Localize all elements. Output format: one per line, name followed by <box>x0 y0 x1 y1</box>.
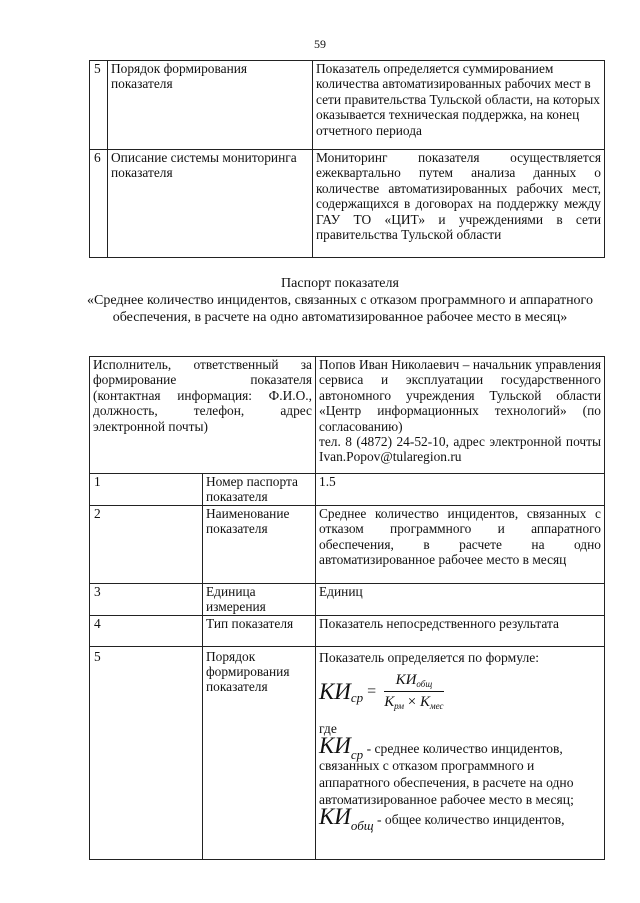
row-label: Тип показателя <box>203 615 316 646</box>
row-text: Показатель непосредственного результата <box>316 615 605 646</box>
executor-label: Исполнитель, ответственный за формирование показателя (контактная информация: Ф.И.О., должность, телефон, адрес электронной почты) <box>90 357 316 474</box>
passport-table <box>89 356 605 860</box>
formula-cell <box>316 646 605 859</box>
formula-lhs-sub: ср <box>350 690 364 706</box>
table-row <box>90 615 605 646</box>
where-label: где <box>319 720 337 736</box>
formula-fraction <box>384 672 443 712</box>
executor-cell <box>316 357 605 474</box>
table-row <box>90 150 605 258</box>
equals-sign: = <box>367 683 377 701</box>
passport-title <box>60 275 620 326</box>
def1-symbol: КИ <box>319 732 351 758</box>
def1-sub: ср <box>350 746 364 762</box>
table-row <box>90 646 605 859</box>
den-a-sub: рм <box>394 700 404 711</box>
row-number: 4 <box>90 615 203 646</box>
def2-symbol: КИ <box>319 803 351 829</box>
row-label: Единица измерения <box>203 583 316 615</box>
fraction-denominator <box>384 692 443 712</box>
row-number: 2 <box>90 505 203 583</box>
def1-text: - среднее количество инцидентов, связанных с отказом программного и аппаратного обеспечения, в расчете на одно автоматизированное рабочее место в месяц; <box>319 740 574 807</box>
table-row <box>90 583 605 615</box>
def2-sub: общ <box>350 817 374 833</box>
row-label: Наименование показателя <box>203 505 316 583</box>
passport-heading: Паспорт показателя <box>281 276 399 291</box>
row-number: 5 <box>90 646 203 859</box>
row-number: 6 <box>90 150 108 258</box>
formula-lhs: КИ <box>319 679 351 705</box>
definition-2 <box>319 803 601 833</box>
executor-contact: тел. 8 (4872) 24-52-10, адрес электронной почты Ivan.Popov@tularegion.ru <box>319 434 601 465</box>
def2-text: - общее количество инцидентов, <box>373 811 565 827</box>
executor-value: Попов Иван Николаевич – начальник управления сервиса и эксплуатации государственного автономного учреждения Тульской области «Центр информационных технологий» (по согласованию) <box>319 357 601 434</box>
formula-intro: Показатель определяется по формуле: <box>319 649 540 665</box>
table-row <box>90 357 605 474</box>
row-text: Показатель определяется суммированием количества автоматизированных рабочих мест в сети правительства Тульской области, на которых оказывается техническая поддержка, на конец отчетного периода <box>313 61 605 150</box>
fraction-numerator <box>384 672 443 692</box>
table-row <box>90 505 605 583</box>
indicator-table-continued <box>89 60 605 258</box>
formula <box>319 670 601 714</box>
den-b: К <box>419 693 430 710</box>
row-text: Среднее количество инцидентов, связанных с отказом программного и аппаратного обеспечения, в расчете на одно автоматизированное рабочее место в месяц <box>316 505 605 583</box>
row-text: Мониторинг показателя осуществляется ежеквартально путем анализа данных о количестве автоматизированных рабочих мест, содержащихся в договорах на поддержку между ГАУ ТО «ЦИТ» и учреждениями в сети правительства Тульской области <box>313 150 605 258</box>
passport-subtitle: «Среднее количество инцидентов, связанных с отказом программного и аппаратного обеспечения, в расчете на одно автоматизированное рабочее место в месяц» <box>87 293 593 325</box>
table-row <box>90 474 605 506</box>
table-row <box>90 61 605 150</box>
times-sign: × <box>407 693 417 710</box>
row-text: Единиц <box>316 583 605 615</box>
row-label: Описание системы мониторинга показателя <box>108 150 313 258</box>
row-label: Номер паспорта показателя <box>203 474 316 506</box>
row-number: 5 <box>90 61 108 150</box>
page-number: 59 <box>314 37 326 51</box>
den-a: К <box>384 693 395 710</box>
definition-1 <box>319 732 601 808</box>
num-sub: общ <box>416 678 433 689</box>
row-text: 1.5 <box>316 474 605 506</box>
row-label: Порядок формирования показателя <box>108 61 313 150</box>
row-label: Порядок формирования показателя <box>203 646 316 859</box>
row-number: 3 <box>90 583 203 615</box>
den-b-sub: мес <box>429 700 444 711</box>
num-symbol: КИ <box>395 671 417 688</box>
row-number: 1 <box>90 474 203 506</box>
